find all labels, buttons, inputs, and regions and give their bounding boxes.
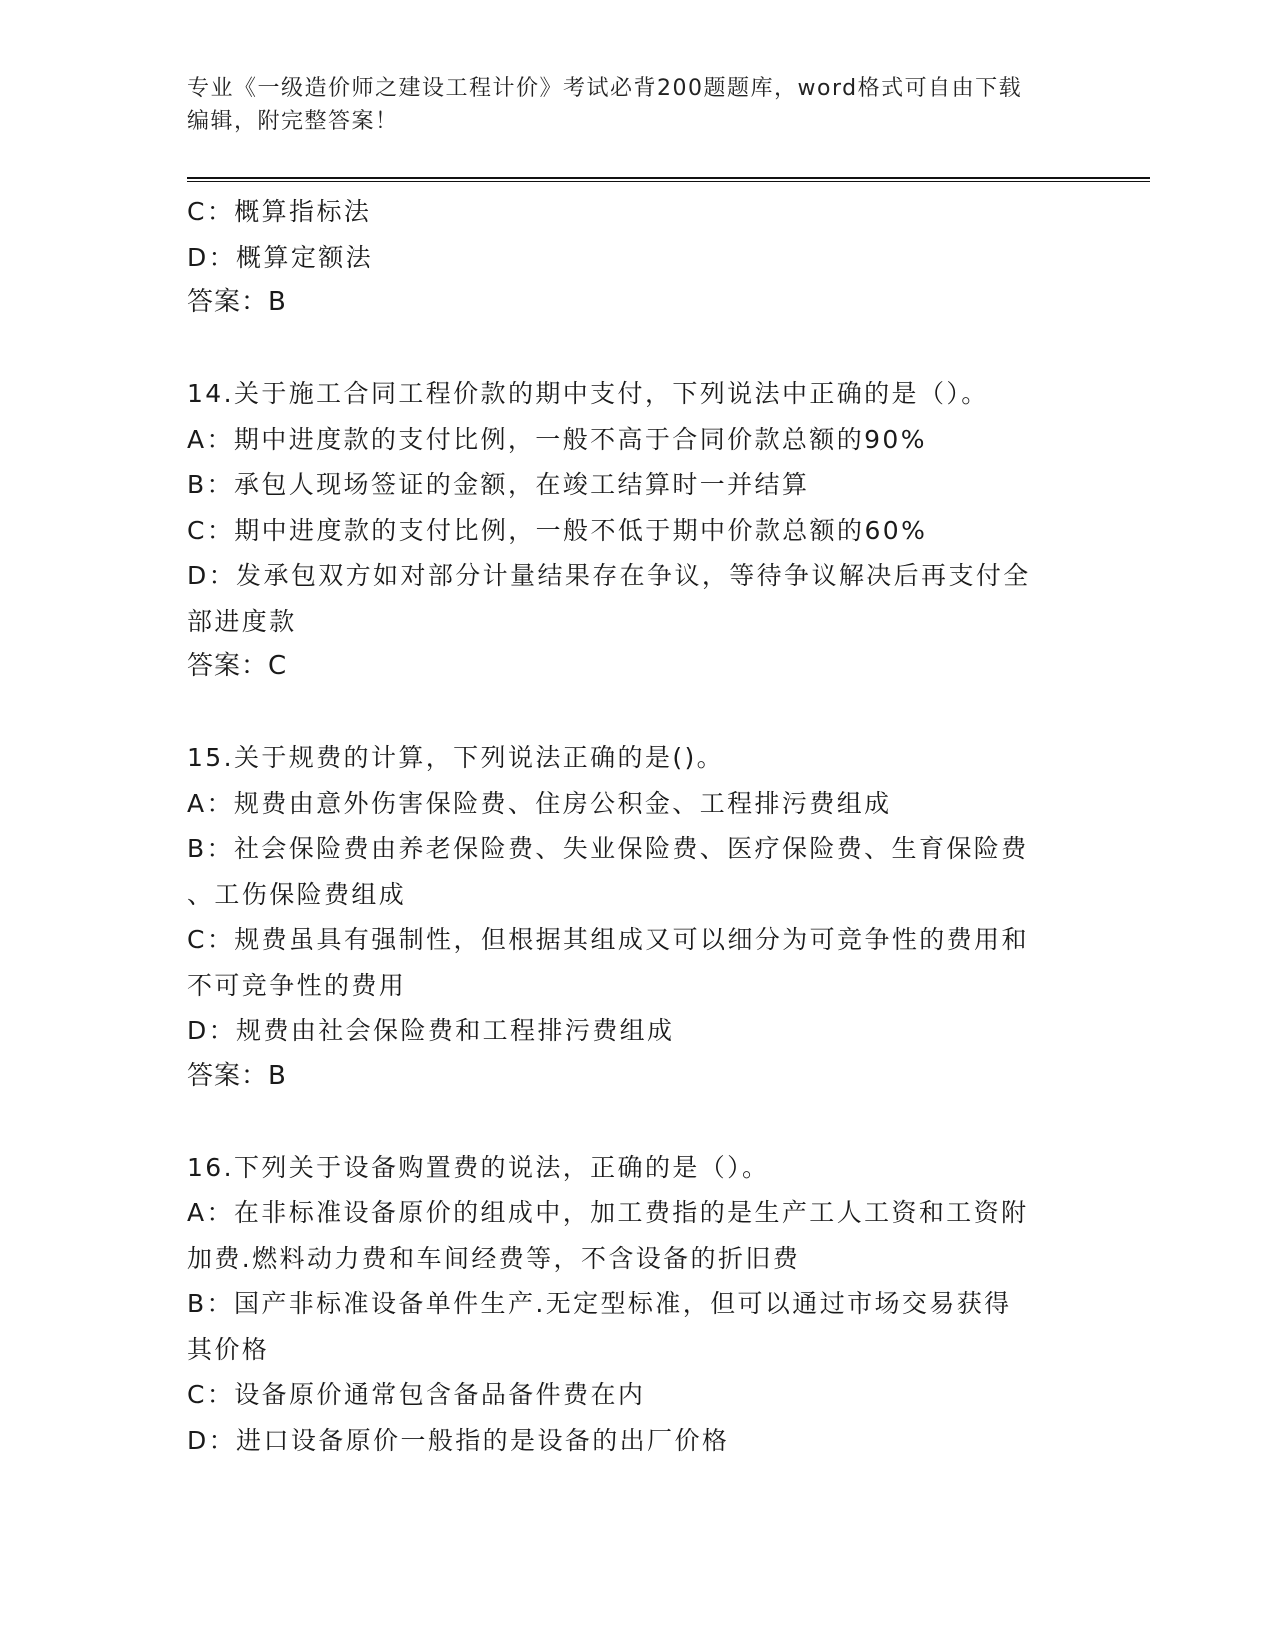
document-body bbox=[187, 189, 1087, 1463]
question-14-option-d-cont: 部进度款 bbox=[187, 606, 297, 636]
question-16-option-c: C：设备原价通常包含备品备件费在内 bbox=[187, 1380, 646, 1409]
answer: 答案：B bbox=[187, 287, 287, 317]
question-15-answer: 答案：B bbox=[187, 1060, 287, 1091]
header-line-2: 编辑，附完整答案！ bbox=[187, 109, 399, 134]
question-15-option-c-cont: 不可竞争性的费用 bbox=[187, 970, 407, 1000]
header-line-1: 专业《一级造价师之建设工程计价》考试必背200题题库，word格式可自由下载 bbox=[187, 76, 1023, 101]
question-16-option-b-cont: 其价格 bbox=[187, 1334, 270, 1364]
question-15-option-a: A：规费由意外伤害保险费、住房公积金、工程排污费组成 bbox=[187, 788, 892, 818]
question-14-option-d: D：发承包双方如对部分计量结果存在争议，等待争议解决后再支付全 bbox=[187, 561, 1031, 590]
question-15-option-b: B：社会保险费由养老保险费、失业保险费、医疗保险费、生育保险费 bbox=[187, 834, 1029, 863]
question-15-option-c: C：规费虽具有强制性，但根据其组成又可以细分为可竞争性的费用和 bbox=[187, 925, 1029, 954]
option-c: C：概算指标法 bbox=[187, 197, 372, 226]
question-16-option-d: D：进口设备原价一般指的是设备的出厂价格 bbox=[187, 1425, 730, 1455]
option-d: D：概算定额法 bbox=[187, 242, 374, 272]
header-divider bbox=[187, 177, 1150, 182]
spacer bbox=[187, 690, 1087, 736]
question-14-option-b: B：承包人现场签证的金额，在竣工结算时一并结算 bbox=[187, 470, 810, 499]
question-15-option-d: D：规费由社会保险费和工程排污费组成 bbox=[187, 1016, 675, 1045]
question-14-option-a: A：期中进度款的支付比例，一般不高于合同价款总额的90% bbox=[187, 424, 927, 454]
page-header bbox=[187, 72, 1087, 138]
question-14-stem: 14.关于施工合同工程价款的期中支付，下列说法中正确的是（）。 bbox=[187, 379, 989, 408]
question-16-option-a: A：在非标准设备原价的组成中，加工费指的是生产工人工资和工资附 bbox=[187, 1198, 1029, 1227]
spacer bbox=[187, 1099, 1087, 1145]
question-16-option-b: B：国产非标准设备单件生产.无定型标准，但可以通过市场交易获得 bbox=[187, 1289, 1012, 1318]
question-15-option-b-cont: 、工伤保险费组成 bbox=[187, 879, 407, 909]
spacer bbox=[187, 326, 1087, 372]
question-14-option-c: C：期中进度款的支付比例，一般不低于期中价款总额的60% bbox=[187, 515, 928, 545]
question-16-option-a-cont: 加费.燃料动力费和车间经费等，不含设备的折旧费 bbox=[187, 1243, 801, 1273]
question-15-stem: 15.关于规费的计算，下列说法正确的是()。 bbox=[187, 743, 725, 772]
question-14-answer: 答案：C bbox=[187, 651, 288, 681]
question-16-stem: 16.下列关于设备购置费的说法，正确的是（）。 bbox=[187, 1152, 770, 1182]
